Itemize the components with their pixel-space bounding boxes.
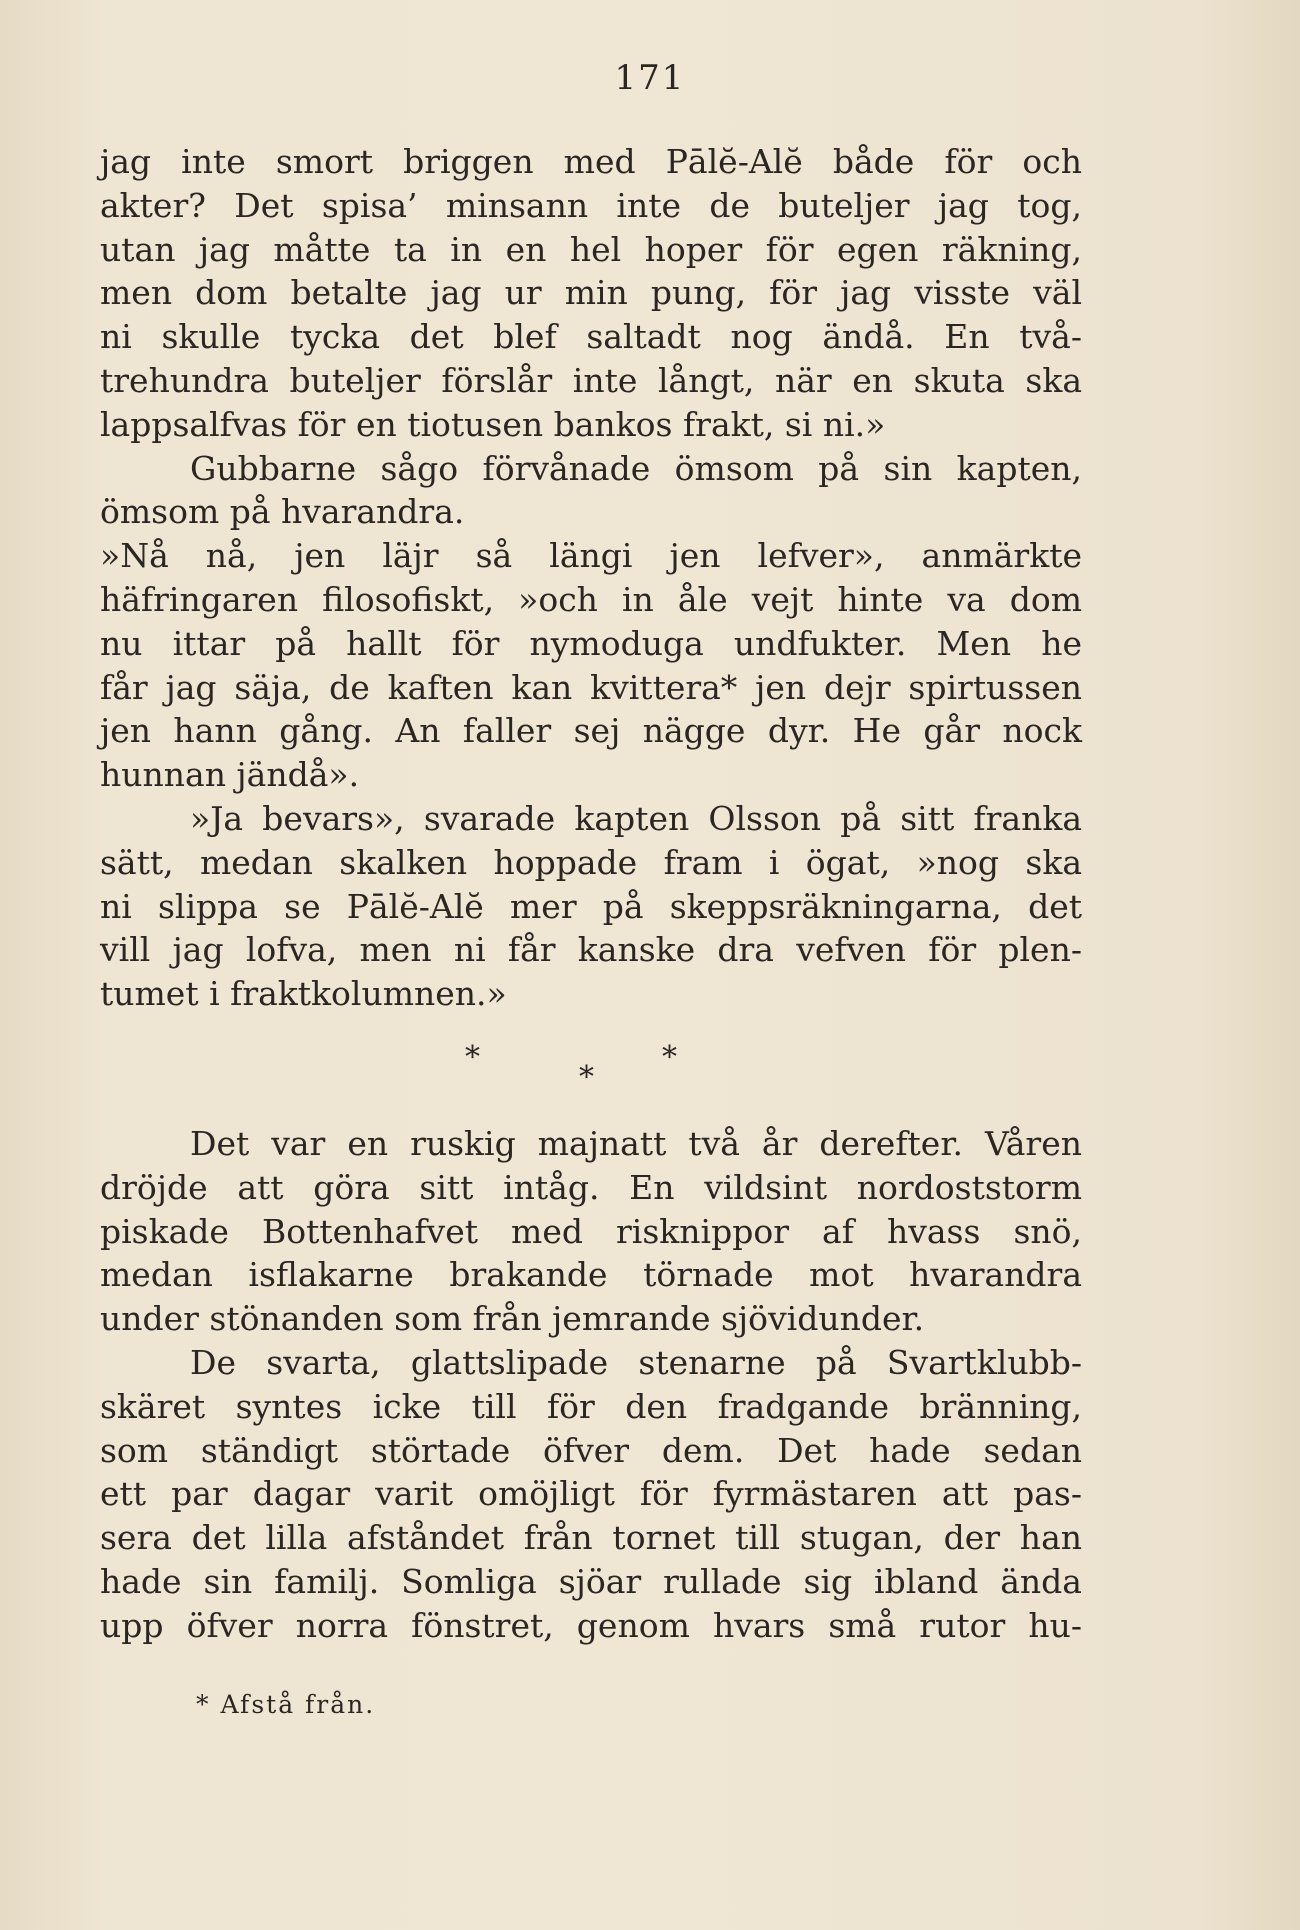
paragraph (100, 797, 1082, 1016)
text-line: »Ja bevars», svarade kapten Olsson på sitt franka (190, 798, 1082, 838)
separator-star: * (662, 1040, 677, 1075)
text-line: men dom betalte jag ur min pung, för jag visste väl (100, 273, 1082, 313)
paragraph (100, 1122, 1082, 1341)
text-line: sera det lilla afståndet från tornet till stugan, der han (100, 1518, 1082, 1558)
text-line: lappsalfvas för en tiotusen bankos frakt, si ni.» (100, 404, 886, 444)
text-line: tumet i fraktkolumnen.» (100, 974, 507, 1014)
text-line: hade sin familj. Somliga sjöar rullade sig ibland ända (100, 1561, 1082, 1601)
text-line: piskade Bottenhafvet med risknippor af hvass snö, (100, 1211, 1082, 1251)
text-line: ni slippa se Pālĕ-Alĕ mer på skeppsräkningarna, det (100, 886, 1082, 926)
text-line: får jag säja, de kaften kan kvittera* jen dejr spirtussen (100, 667, 1082, 707)
separator-star: * (465, 1040, 480, 1075)
text-line: Det var en ruskig majnatt två år derefter. Våren (190, 1124, 1082, 1163)
text-line: under stönanden som från jemrande sjövidunder. (100, 1299, 925, 1339)
text-line: hunnan jändå». (100, 755, 360, 795)
text-line: utan jag måtte ta in en hel hoper för egen räkning, (100, 229, 1082, 269)
text-line: skäret syntes icke till för den fradgande bränning, (100, 1386, 1082, 1426)
text-block-lower (100, 1122, 1082, 1648)
text-line: »Nå nå, jen läjr så längi jen lefver», anmärkte (100, 536, 1082, 576)
text-line: jag inte smort briggen med Pālĕ-Alĕ både för och (100, 142, 1082, 181)
text-line: sätt, medan skalken hoppade fram i ögat, »nog ska (100, 842, 1082, 882)
text-line: nu ittar på hallt för nymoduga undfukter. Men he (100, 623, 1082, 663)
separator-star: * (579, 1060, 594, 1095)
text-line: vill jag lofva, men ni får kanske dra vefven för plen- (100, 930, 1082, 970)
text-line: ni skulle tycka det blef saltadt nog ändå. En två- (100, 317, 1082, 357)
text-line: häfringaren filosofiskt, »och in åle vejt hinte va dom (100, 579, 1082, 619)
text-line: Gubbarne sågo förvånade ömsom på sin kapten, (190, 448, 1082, 488)
paragraph (100, 534, 1082, 797)
text-block-upper (100, 140, 1082, 1016)
text-line: medan isflakarne brakande törnade mot hvarandra (100, 1255, 1082, 1295)
footnote: * Afstå från. (196, 1690, 376, 1719)
text-line: ömsom på hvarandra. (100, 492, 465, 532)
section-separator (0, 1040, 1300, 1095)
text-line: jen hann gång. An faller sej nägge dyr. He går nock (100, 711, 1082, 751)
paragraph (100, 447, 1082, 535)
text-line: ett par dagar varit omöjligt för fyrmästaren att pas- (100, 1474, 1082, 1514)
text-line: som ständigt störtade öfver dem. Det hade sedan (100, 1430, 1082, 1470)
text-line: De svarta, glattslipade stenarne på Svartklubb- (190, 1342, 1082, 1382)
text-line: akter? Det spisa’ minsann inte de buteljer jag tog, (100, 185, 1082, 225)
text-line: dröjde att göra sitt intåg. En vildsint nordoststorm (100, 1167, 1082, 1207)
text-line: upp öfver norra fönstret, genom hvars små rutor hu- (100, 1605, 1082, 1645)
paragraph (100, 1341, 1082, 1648)
page-number: 171 (614, 58, 686, 98)
text-line: trehundra buteljer förslår inte långt, när en skuta ska (100, 360, 1082, 400)
paragraph (100, 140, 1082, 447)
